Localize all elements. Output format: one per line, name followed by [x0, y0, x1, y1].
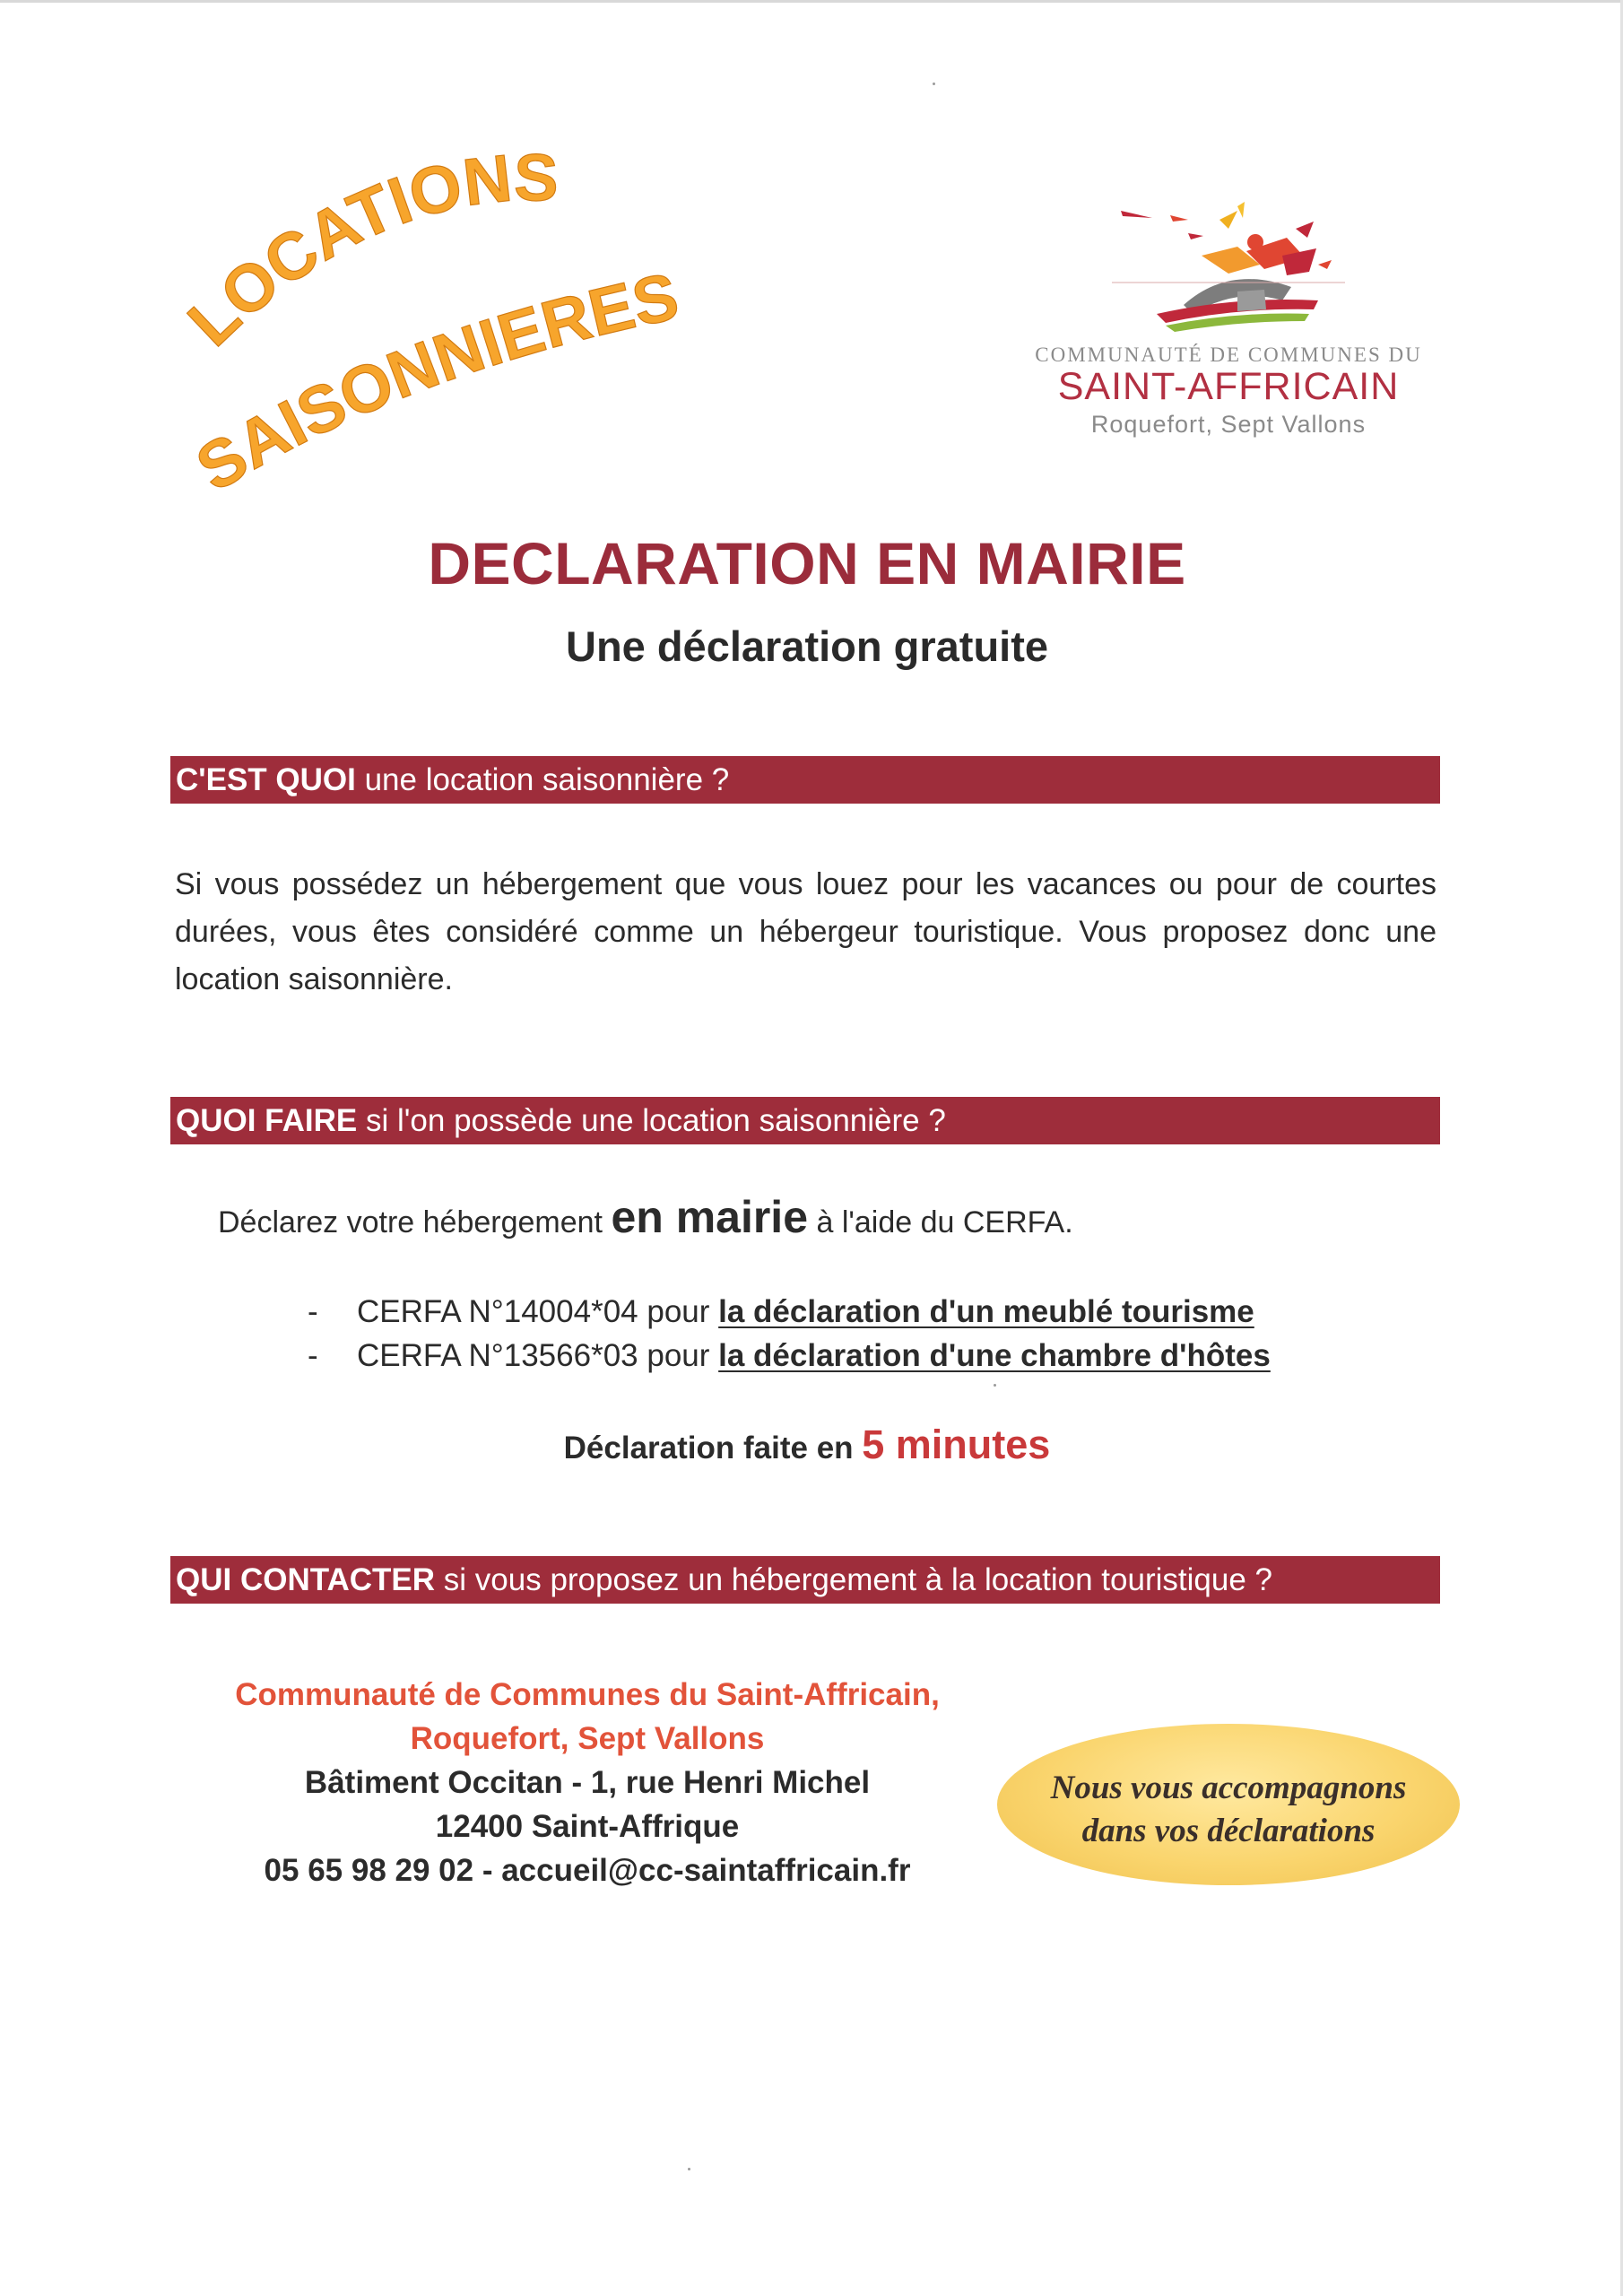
- support-bubble-text: [997, 1767, 1460, 1853]
- contact-block: [170, 1673, 1004, 1892]
- title-line-locations: LOCATIONS: [173, 140, 559, 361]
- declare-pre: Déclarez votre hébergement: [218, 1205, 612, 1239]
- cerfa-prefix: CERFA N°14004*04 pour: [357, 1294, 719, 1329]
- community-logo: [1022, 202, 1435, 444]
- duration-highlight: 5 minutes: [862, 1422, 1051, 1467]
- band-rest-what-is: une location saisonnière ?: [355, 762, 730, 797]
- declare-instruction: [218, 1191, 1073, 1243]
- logo-line-community: COMMUNAUTÉ DE COMMUNES DU: [1035, 344, 1422, 366]
- duration-pre: Déclaration faite en: [563, 1431, 863, 1465]
- contact-phone-email: 05 65 98 29 02 - accueil@cc-saintaffricain.fr: [264, 1853, 911, 1888]
- scan-speck: [994, 1384, 996, 1387]
- logo-line-roquefort: Roquefort, Sept Vallons: [1090, 411, 1367, 438]
- declare-emphasis: en mairie: [611, 1192, 809, 1242]
- contact-org-line1: Communauté de Communes du Saint-Affricain,: [235, 1677, 940, 1712]
- seasonal-rentals-title: [170, 135, 744, 529]
- section-band-what-to-do: [170, 1097, 1440, 1144]
- band-rest-who-to-contact: si vous proposez un hébergement à la location touristique ?: [435, 1562, 1272, 1597]
- support-bubble: [997, 1724, 1460, 1885]
- band-bold-what-is: C'EST QUOI: [176, 762, 356, 797]
- band-bold-who-to-contact: QUI CONTACTER: [176, 1562, 436, 1597]
- band-bold-what-to-do: QUOI FAIRE: [176, 1103, 358, 1138]
- logo-line-saint-affricain: SAINT-AFFRICAIN: [1057, 365, 1400, 408]
- page-subtitle: Une déclaration gratuite: [566, 622, 1048, 670]
- scan-speck: [688, 2168, 690, 2170]
- list-bullet: -: [308, 1294, 318, 1329]
- contact-city: 12400 Saint-Affrique: [435, 1809, 740, 1844]
- band-rest-what-to-do: si l'on possède une location saisonnière ?: [357, 1103, 946, 1138]
- list-bullet: -: [308, 1338, 318, 1373]
- logo-splash-icon: [1103, 202, 1354, 336]
- page-title: DECLARATION EN MAIRIE: [428, 530, 1186, 596]
- cerfa-link-chambre[interactable]: la déclaration d'une chambre d'hôtes: [718, 1338, 1271, 1373]
- section-band-who-to-contact: [170, 1556, 1440, 1604]
- duration-statement: [0, 1422, 1614, 1468]
- bubble-line2: dans vos déclarations: [1081, 1813, 1376, 1849]
- cerfa-link-meuble[interactable]: la déclaration d'un meublé tourisme: [718, 1294, 1254, 1329]
- scan-speck: [933, 83, 935, 85]
- declare-post: à l'aide du CERFA.: [808, 1205, 1073, 1239]
- scan-edge-top: [0, 0, 1623, 3]
- definition-paragraph: Si vous possédez un hébergement que vous louez pour les vacances ou pour de courtes durées, vous êtes considéré comme un hébergeur touristique. Vous proposez donc une location saisonnière.: [175, 867, 1436, 996]
- contact-address: Bâtiment Occitan - 1, rue Henri Michel: [304, 1765, 871, 1800]
- contact-org-line2: Roquefort, Sept Vallons: [410, 1721, 765, 1756]
- cerfa-prefix: CERFA N°13566*03 pour: [357, 1338, 719, 1373]
- title-line-saisonnieres: SAISONNIERES: [183, 258, 685, 506]
- section-band-what-is: [170, 756, 1440, 804]
- bubble-line1: Nous vous accompagnons: [1050, 1770, 1407, 1806]
